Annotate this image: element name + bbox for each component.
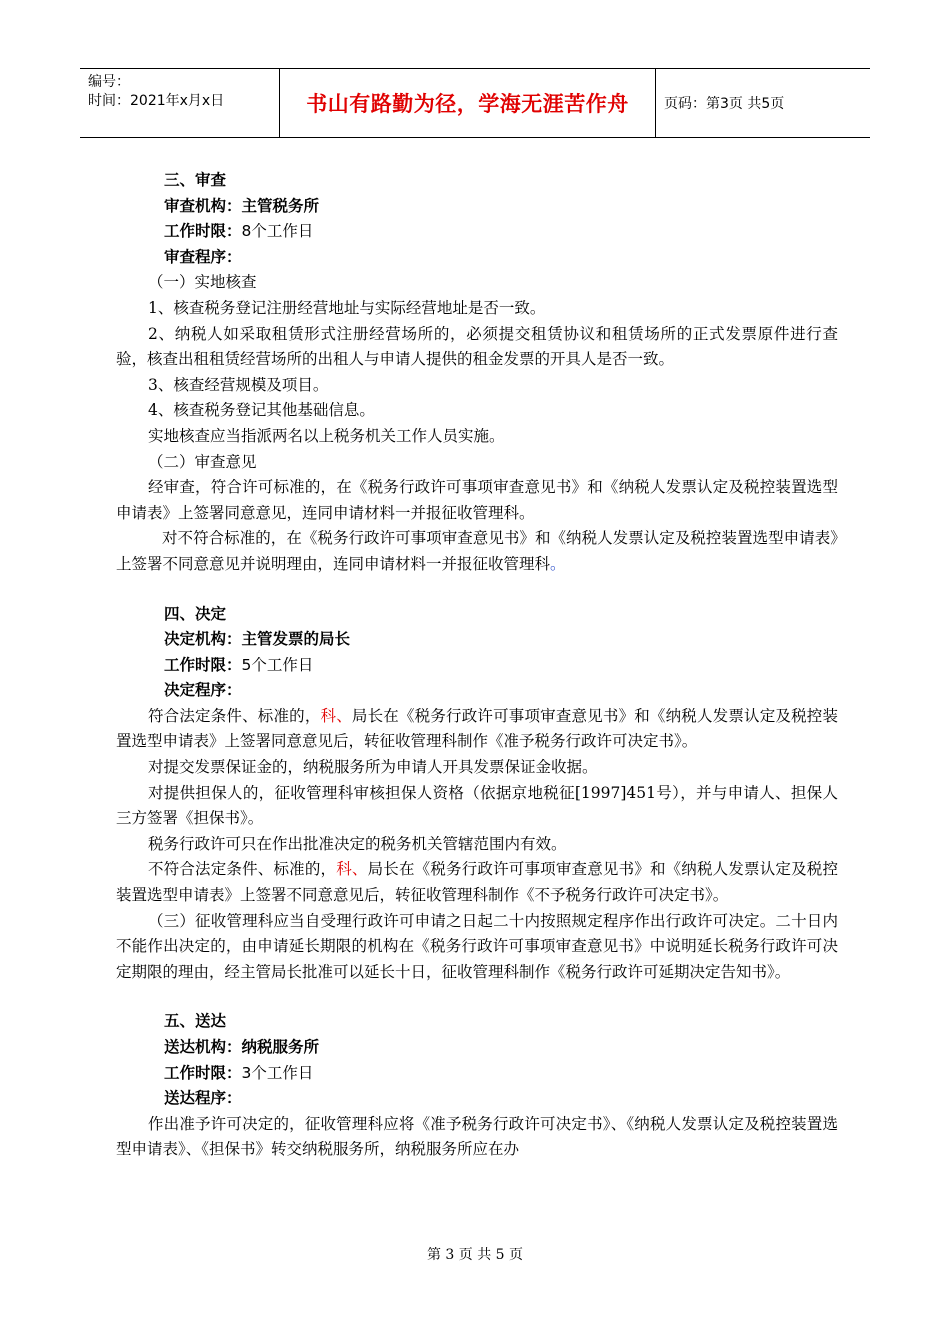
section-4-para-6: （三）征收管理科应当自受理行政许可申请之日起二十内按照规定程序作出行政许可决定。二十日内不能作出决定的，由申请延长期限的机构在《税务行政许可事项审查意见书》中说明延长税务行政许可决定期限的理由，经主管局长批准可以延长十日，征收管理科制作《税务行政许可延期决定告知书》。: [116, 911, 838, 981]
section-3-proc: 审查程序：: [164, 247, 242, 266]
section-4-title: 四、决定: [164, 604, 227, 623]
section-4-para-2: 对提交发票保证金的，纳税服务所为申请人开具发票保证金收据。: [148, 758, 598, 777]
section-3-item3: 3、核查经营规模及项目。: [148, 375, 329, 394]
document-body: [116, 168, 838, 1163]
section-3-note: 实地核查应当指派两名以上税务机关工作人员实施。: [148, 426, 505, 445]
section-5-title: 五、送达: [164, 1012, 227, 1031]
section-3-sub1: （一）实地核查: [148, 273, 257, 292]
section-5-para-1: 作出准予许可决定的，征收管理科应将《准予税务行政许可决定书》、《纳税人发票认定及税控装置选型申请表》、《担保书》转交纳税服务所，纳税服务所应在办: [116, 1114, 838, 1159]
section-5-org: 送达机构：纳税服务所: [164, 1038, 320, 1056]
section-3-opinion-2: 对不符合标准的，在《税务行政许可事项审查意见书》和《纳税人发票认定及税控装置选型申请表》上签署不同意意见并说明理由，连同申请材料一并报征收管理科。: [116, 529, 838, 573]
section-3-time: 工作时限：8个工作日: [164, 222, 314, 241]
section-4-org: 决定机构：主管发票的局长: [164, 630, 351, 649]
page-header: [80, 68, 870, 138]
header-page-info: 页码：第3页 共5页: [664, 96, 785, 112]
header-meta: [80, 69, 280, 137]
section-3-item2: 2、纳税人如采取租赁形式注册经营场所的，必须提交租赁协议和租赁场所的正式发票原件进行查验，核查出租租赁经营场所的出租人与申请人提供的租金发票的开具人是否一致。: [116, 324, 838, 369]
page-footer: 第 3 页 共 5 页: [426, 1247, 524, 1263]
section-3-title: 三、审查: [164, 171, 227, 189]
section-4-para-1: 符合法定条件、标准的，科、局长在《税务行政许可事项审查意见书》和《纳税人发票认定及税控装置选型申请表》上签署同意意见后，转征收管理科制作《准予税务行政许可决定书》。: [116, 706, 838, 751]
section-3-org: 审查机构：主管税务所: [164, 196, 320, 215]
section-5-time: 工作时限：3个工作日: [164, 1063, 314, 1082]
section-3-sub2: （二）审查意见: [148, 452, 257, 471]
section-4-proc: 决定程序：: [164, 681, 242, 700]
header-motto: 书山有路勤为径，学海无涯苦作舟: [306, 92, 629, 116]
section-3-item1: 1、核查税务登记注册经营地址与实际经营地址是否一致。: [148, 298, 546, 317]
section-4-para-3: 对提供担保人的，征收管理科审核担保人资格（依据京地税征[1997]451号），并与申请人、担保人三方签署《担保书》。: [116, 783, 838, 828]
header-motto-cell: [280, 69, 656, 137]
section-4-para-4: 税务行政许可只在作出批准决定的税务机关管辖范围内有效。: [148, 834, 567, 853]
header-number: 编号：: [88, 74, 130, 90]
section-5-proc: 送达程序：: [164, 1089, 242, 1108]
section-4-time: 工作时限：5个工作日: [164, 655, 314, 674]
section-3-item4: 4、核查税务登记其他基础信息。: [148, 401, 375, 420]
header-time: 时间：2021年x月x日: [88, 93, 225, 109]
section-3-opinion-1: 经审查，符合许可标准的，在《税务行政许可事项审查意见书》和《纳税人发票认定及税控装置选型申请表》上签署同意意见，连同申请材料一并报征收管理科。: [116, 478, 838, 522]
section-4-para-5: 不符合法定条件、标准的，科、局长在《税务行政许可事项审查意见书》和《纳税人发票认定及税控装置选型申请表》上签署不同意意见后，转征收管理科制作《不予税务行政许可决定书》。: [116, 860, 838, 905]
